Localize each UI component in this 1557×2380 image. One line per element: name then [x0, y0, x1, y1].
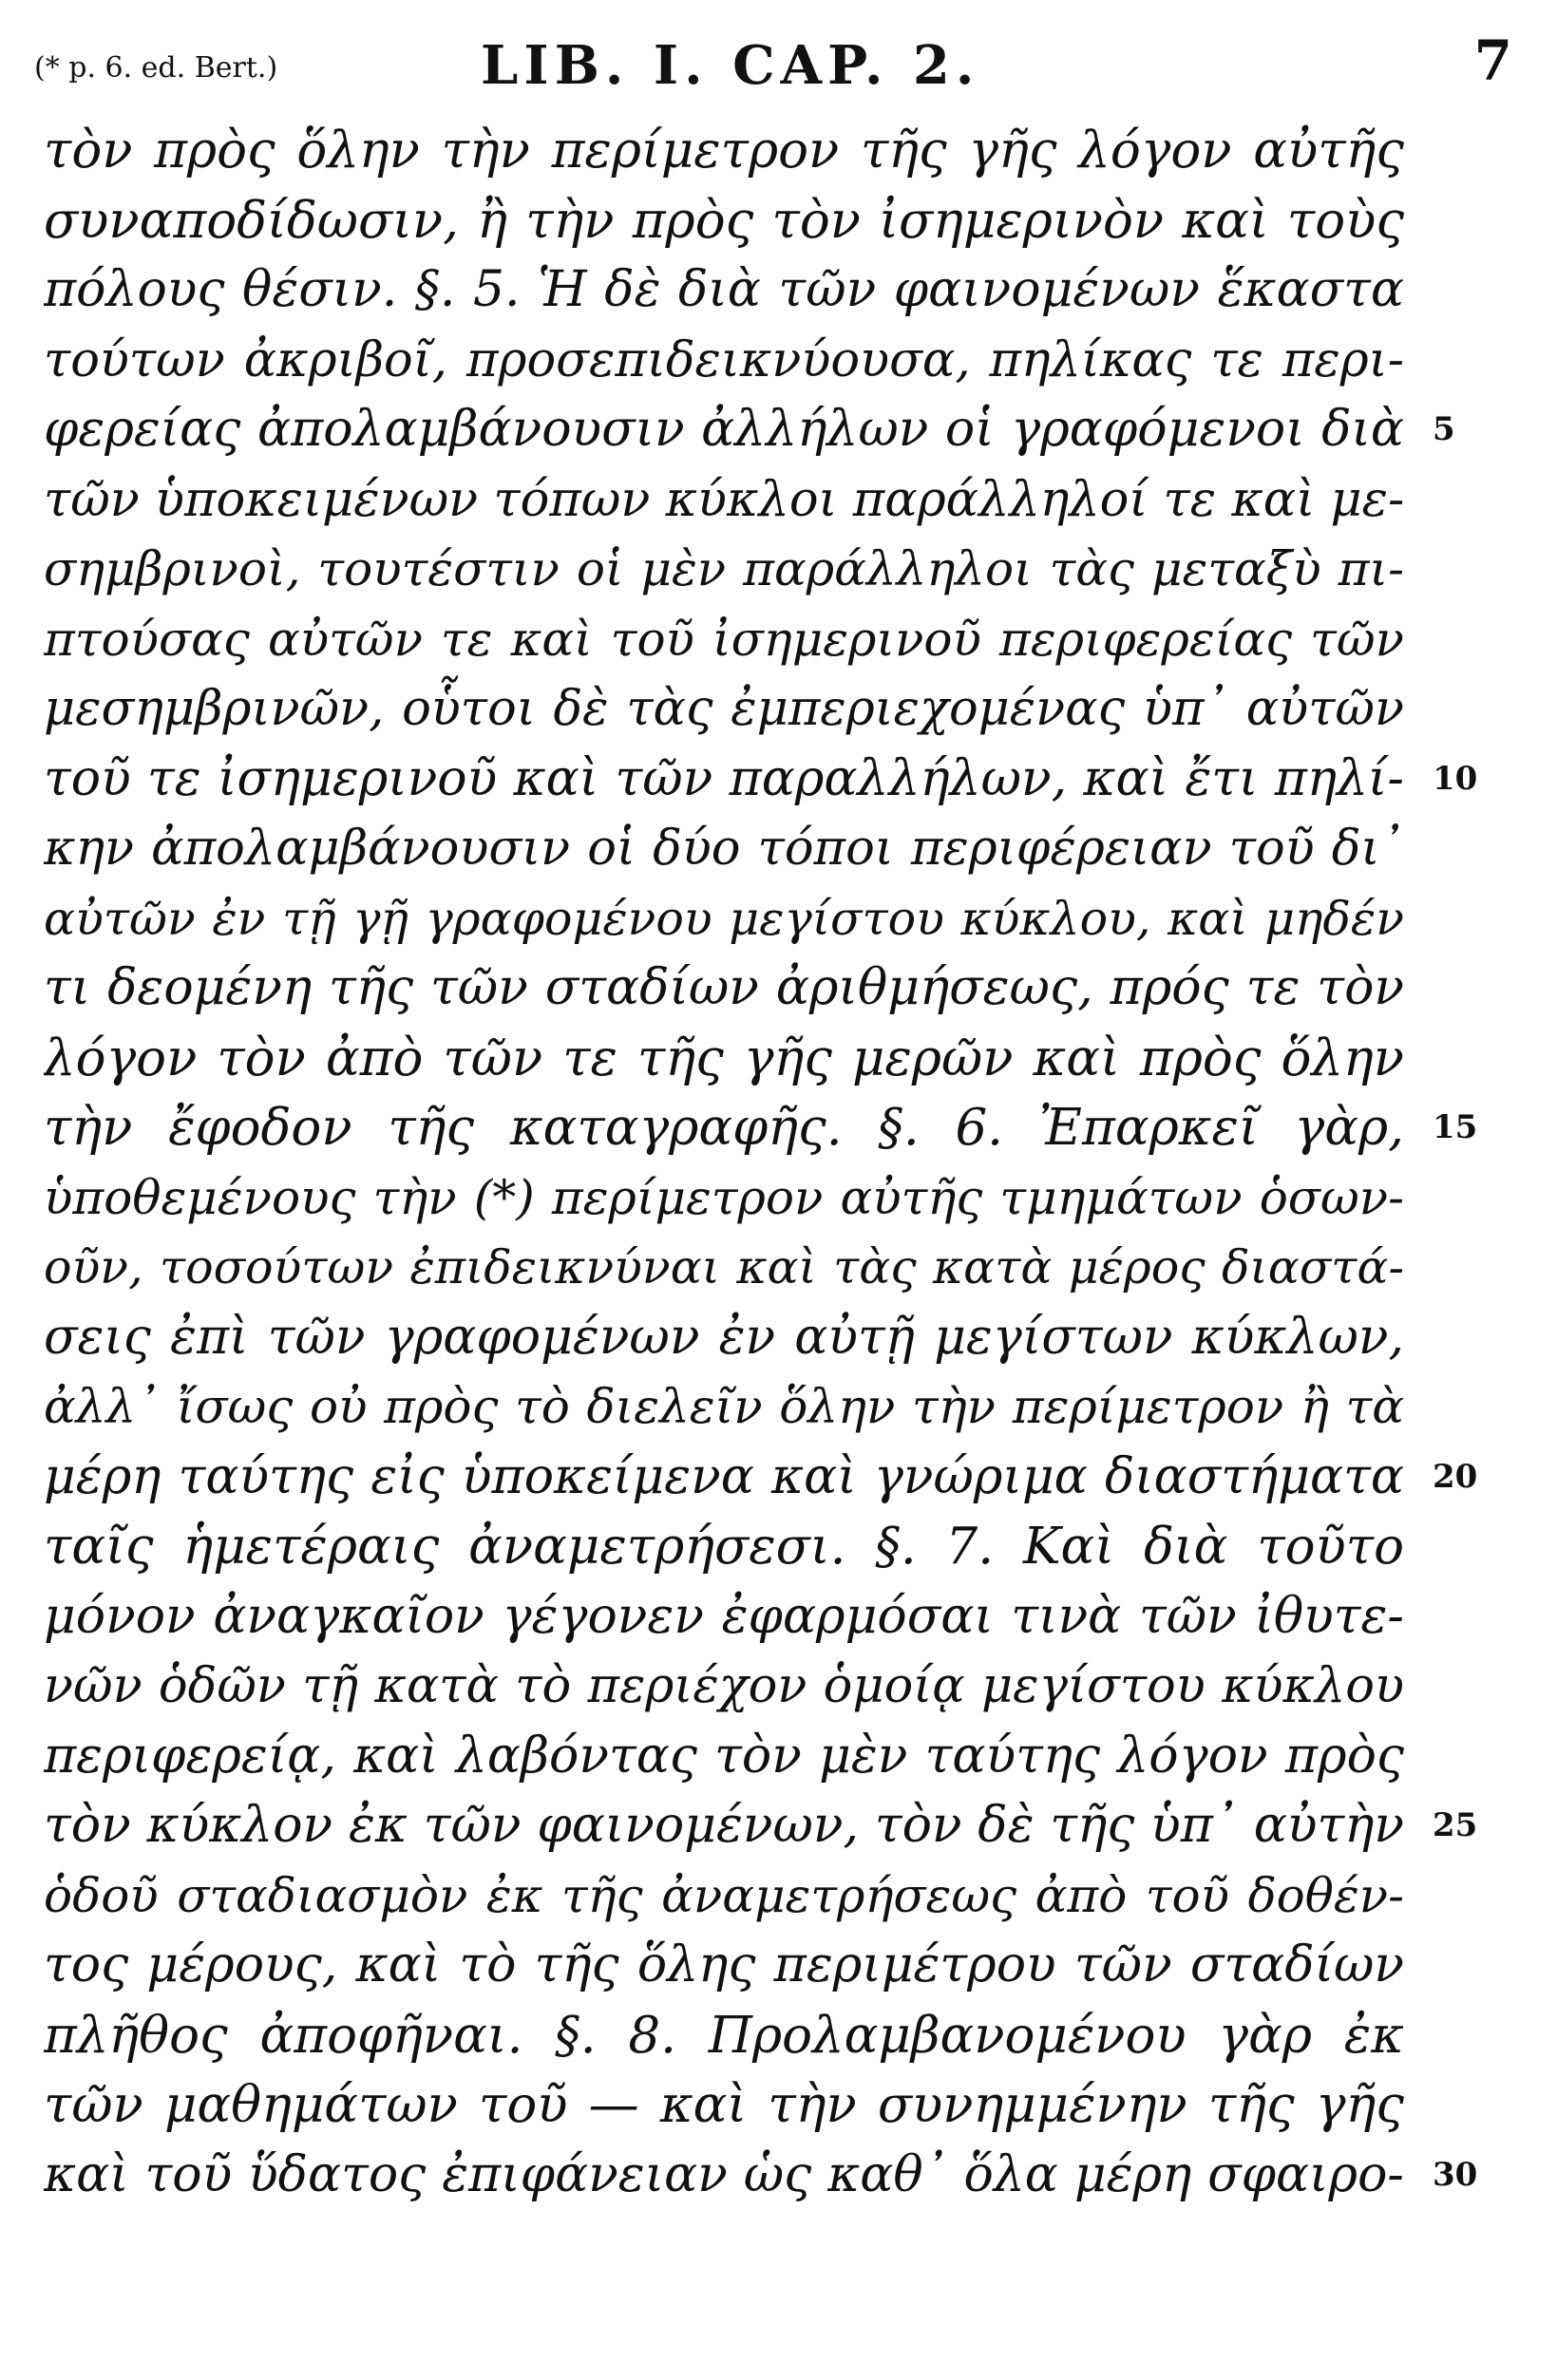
- edition-reference: (* p. 6. ed. Bert.): [34, 51, 278, 85]
- margin-line-number: 25: [1433, 1806, 1478, 1844]
- text-line: πλῆθος ἀποφῆναι. §. 8. Προλαμβανομένου γὰρ ἐκ: [44, 2006, 1404, 2065]
- text-line: τι δεομένη τῆς τῶν σταδίων ἀριθμήσεως, πρός τε τὸν: [44, 959, 1404, 1016]
- text-line: ταῖς ἡμετέραις ἀναμετρήσεσι. §. 7. Καὶ διὰ τοῦτο: [44, 1518, 1404, 1576]
- margin-line-number: 15: [1433, 1108, 1478, 1146]
- text-line: συναποδίδωσιν, ἢ τὴν πρὸς τὸν ἰσημερινὸν καὶ τοὺς: [44, 191, 1404, 250]
- text-line: περιφερείᾳ, καὶ λαβόντας τὸν μὲν ταύτης λόγον πρὸς: [44, 1727, 1404, 1785]
- text-line: οῦν, τοσούτων ἐπιδεικνύναι καὶ τὰς κατὰ μέρος διαστά-: [44, 1240, 1404, 1294]
- text-line: αὐτῶν ἐν τῇ γῇ γραφομένου μεγίστου κύκλου, καὶ μηδέν: [44, 891, 1404, 946]
- text-line: τὸν πρὸς ὅλην τὴν περίμετρον τῆς γῆς λόγον αὐτῆς: [44, 122, 1404, 179]
- text-line: τος μέρους, καὶ τὸ τῆς ὅλης περιμέτρου τῶν σταδίων: [44, 1936, 1404, 1993]
- text-line: μεσημβρινῶν, οὗτοι δὲ τὰς ἐμπεριεχομένας ὑπ᾽ αὐτῶν: [44, 681, 1404, 737]
- page-header: [34, 28, 1516, 110]
- greek-text-body: [44, 116, 1404, 2210]
- text-line: πτούσας αὐτῶν τε καὶ τοῦ ἰσημερινοῦ περιφερείας τῶν: [44, 611, 1404, 667]
- text-line: σημβρινοὶ, τουτέστιν οἱ μὲν παράλληλοι τὰς μεταξὺ πι-: [44, 541, 1404, 596]
- text-line: νῶν ὁδῶν τῇ κατὰ τὸ περιέχον ὁμοίᾳ μεγίστου κύκλου: [44, 1658, 1404, 1714]
- margin-line-number: 5: [1433, 410, 1455, 448]
- text-line: τούτων ἀκριβοῖ, προσεπιδεικνύουσα, πηλίκας τε περι-: [44, 331, 1404, 388]
- text-line: τὴν ἔφοδον τῆς καταγραφῆς. §. 6. Ἐπαρκεῖ γὰρ,: [44, 1099, 1404, 1157]
- text-line: τῶν μαθημάτων τοῦ — καὶ τὴν συνημμένην τῆς γῆς: [44, 2076, 1404, 2134]
- page-number: 7: [1473, 28, 1512, 93]
- margin-line-number: 10: [1433, 759, 1478, 798]
- text-line: ὑποθεμένους τὴν (*) περίμετρον αὐτῆς τμημάτων ὁσων-: [44, 1169, 1404, 1225]
- text-line: σεις ἐπὶ τῶν γραφομένων ἐν αὐτῇ μεγίστων κύκλων,: [44, 1308, 1404, 1366]
- margin-line-number: 30: [1433, 2155, 1478, 2194]
- text-line: λόγον τὸν ἀπὸ τῶν τε τῆς γῆς μερῶν καὶ πρὸς ὅλην: [44, 1029, 1404, 1087]
- text-line: τὸν κύκλον ἐκ τῶν φαινομένων, τὸν δὲ τῆς ὑπ᾽ αὐτὴν: [44, 1797, 1404, 1854]
- text-line: πόλους θέσιν. §. 5. Ἡ δὲ διὰ τῶν φαινομένων ἕκαστα: [44, 261, 1404, 318]
- text-line: τῶν ὑποκειμένων τόπων κύκλοι παράλληλοί τε καὶ με-: [44, 471, 1404, 528]
- text-line: ἀλλ᾽ ἴσως οὐ πρὸς τὸ διελεῖν ὅλην τὴν περίμετρον ἢ τὰ: [44, 1379, 1404, 1434]
- margin-line-number: 20: [1433, 1457, 1478, 1496]
- running-title: LIB. I. CAP. 2.: [481, 34, 980, 97]
- text-line: μόνον ἀναγκαῖον γέγονεν ἐφαρμόσαι τινὰ τῶν ἰθυτε-: [44, 1587, 1404, 1645]
- text-line: φερείας ἀπολαμβάνουσιν ἀλλήλων οἱ γραφόμενοι διὰ: [44, 401, 1404, 458]
- text-line: καὶ τοῦ ὕδατος ἐπιφάνειαν ὡς καθ᾽ ὅλα μέρη σφαιρο-: [44, 2145, 1404, 2203]
- text-line: μέρη ταύτης εἰς ὑποκείμενα καὶ γνώριμα διαστήματα: [44, 1447, 1404, 1505]
- text-line: τοῦ τε ἰσημερινοῦ καὶ τῶν παραλλήλων, καὶ ἔτι πηλί-: [44, 749, 1404, 807]
- text-line: ὁδοῦ σταδιασμὸν ἐκ τῆς ἀναμετρήσεως ἀπὸ τοῦ δοθέν-: [44, 1867, 1404, 1923]
- text-line: κην ἀπολαμβάνουσιν οἱ δύο τόποι περιφέρειαν τοῦ δι᾽: [44, 821, 1404, 877]
